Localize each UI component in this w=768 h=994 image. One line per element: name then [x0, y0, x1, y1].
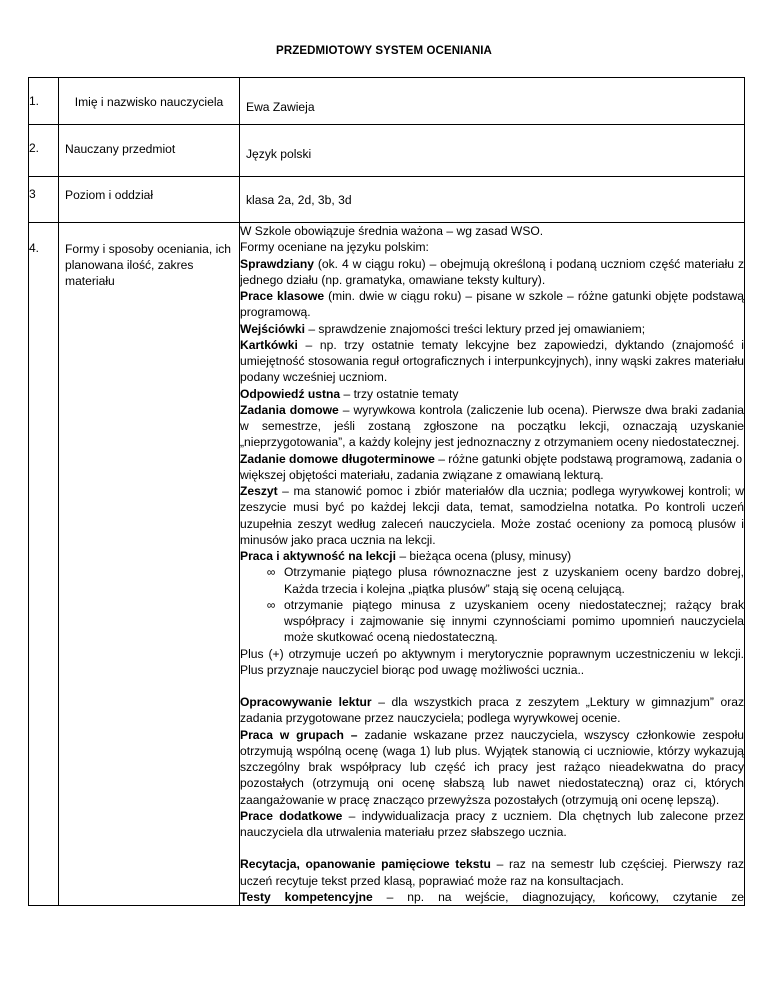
description: – trzy ostatnie tematy	[340, 386, 459, 401]
assessment-table	[28, 77, 745, 906]
paragraph	[240, 337, 744, 386]
row-number-cell	[29, 125, 59, 177]
term: Zeszyt	[240, 484, 278, 498]
term: Zadania domowe	[240, 402, 339, 417]
paragraph	[240, 694, 744, 727]
class-levels: klasa 2a, 2d, 3b, 3d	[246, 193, 352, 207]
paragraph	[240, 451, 744, 484]
row-value-cell	[240, 78, 745, 125]
row-label-cell	[59, 177, 240, 223]
paragraph	[240, 808, 744, 841]
row-value-cell	[240, 125, 745, 177]
paragraph	[240, 889, 744, 905]
bullet-list	[240, 564, 744, 645]
term: Sprawdziany	[240, 256, 314, 271]
row-number: 3	[29, 187, 36, 201]
term: Kartkówki	[240, 337, 298, 352]
table-row	[29, 125, 745, 177]
list-item-text: Otrzymanie piątego plusa równoznaczne jest z uzyskaniem oceny bardzo dobrej, Każda trzecia i kolejna „piątka plusów” stają się oceną celującą.	[284, 565, 744, 596]
row-number: 4.	[29, 241, 40, 255]
row-label: Nauczany przedmiot	[65, 142, 176, 156]
subject-name: Język polski	[246, 147, 312, 161]
term: Prace dodatkowe	[240, 808, 343, 823]
paragraph	[240, 402, 744, 451]
list-item	[264, 597, 744, 646]
row-label-cell	[59, 223, 240, 906]
paragraph	[240, 483, 744, 548]
description: – np. na wejście, diagnozujący, końcowy, czytanie ze	[372, 889, 744, 904]
description: – bieżąca ocena (plusy, minusy)	[395, 549, 572, 563]
term: Testy kompetencyjne	[240, 889, 373, 904]
term: Opracowywanie lektur	[240, 695, 372, 709]
paragraph	[240, 256, 744, 289]
paragraph: Plus (+) otrzymuje uczeń po aktywnym i merytorycznie poprawnym uczestniczeniu w lekcji. Plus przyznaje nauczyciel biorąc pod uwagę możliwości ucznia..	[240, 646, 744, 677]
teacher-name: Ewa Zawieja	[246, 100, 315, 114]
description: zadanie wskazane przez nauczyciela, wszyscy członkowie zespołu otrzymują wspólną ocenę (waga 1) lub plus. Wyjątek stanowią ci uczniowie, którzy wykazują szczególny brak współpracy lub część ich pracy jest rażąco nieadekwatna do pracy pozostałych (otrzymują oni ocenę słabszą lub nawet niedostateczną) oraz ci, których zaangażowanie w pracę znacząco przewyższa pozostałych (otrzymują oni ocenę lepszą).	[240, 727, 745, 807]
table-row	[29, 177, 745, 223]
row-value-cell	[240, 177, 745, 223]
description: – np. trzy ostatnie tematy lekcyjne bez zapowiedzi, dyktando (znajomość i umiejętność stosowania reguł ortograficznych i interpunkcyjnych), inny wąski zakres materiału podany wcześniej uczniom.	[240, 337, 744, 385]
infinity-bullet-icon: ∞	[266, 565, 276, 580]
paragraph	[240, 321, 744, 337]
row-number: 2.	[29, 141, 40, 155]
term: Prace klasowe	[240, 289, 325, 303]
paragraph	[240, 727, 744, 808]
table-row	[29, 78, 745, 125]
term: Wejściówki	[240, 321, 305, 336]
row-number-cell	[29, 78, 59, 125]
list-item-text: otrzymanie piątego minusa z uzyskaniem oceny niedostatecznej; rażący brak współpracy i zajmowanie się innymi czynnościami pomimo upomnień nauczyciela może skutkować oceną niedostateczną.	[284, 597, 744, 645]
document-title: PRZEDMIOTOWY SYSTEM OCENIANIA	[276, 45, 492, 57]
term: Zadanie domowe długoterminowe	[240, 451, 435, 466]
list-item	[264, 564, 744, 597]
description: – wyrywkowa kontrola (zaliczenie lub ocena). Pierwsze dwa braki zadania w semestrze, jeśli zostaną zgłoszone na początku lekcji, oznaczają uzyskanie „nieprzygotowania”, a każdy kolejny jest jednoznaczny z otrzymaniem oceny niedostatecznej.	[240, 402, 745, 450]
paragraph	[240, 386, 744, 402]
description: – ma stanowić pomoc i zbiór materiałów dla ucznia; podlega wyrywkowej kontroli; w zeszycie musi być po każdej lekcji data, temat, samodzielna notatka. Po kontroli uczeń uzupełnia zeszyt według zaleceń nauczyciela. Może zostać oceniony za pomocą plusów i minusów jako praca ucznia na lekcji.	[240, 484, 744, 547]
term: Praca w grupach –	[240, 727, 358, 742]
table-row	[29, 223, 745, 906]
infinity-bullet-icon: ∞	[266, 597, 276, 612]
row-number-cell	[29, 223, 59, 906]
term: Recytacja, opanowanie pamięciowe tekstu	[240, 857, 491, 872]
paragraph: W Szkole obowiązuje średnia ważona – wg zasad WSO.	[240, 224, 544, 238]
paragraph	[240, 856, 744, 889]
description: – dla wszystkich praca z zeszytem „Lektury w gimnazjum” oraz zadania przygotowane przez nauczyciela; podlega wyrywkowej ocenie.	[240, 695, 744, 726]
row-label-cell	[59, 125, 240, 177]
description: – różne gatunki objęte podstawą programową, zadania o większej objętości materiału, zadania związane z omawianą lekturą.	[240, 451, 743, 482]
row-number-cell	[29, 177, 59, 223]
row-label: Poziom i oddział	[65, 188, 154, 202]
description: (ok. 4 w ciągu roku) – obejmują określoną i podaną uczniom część materiału z jednego działu (np. gramatyka, omawiane teksty kultury).	[240, 256, 744, 287]
row-label-cell	[59, 78, 240, 125]
paragraph: Formy oceniane na języku polskim:	[240, 240, 429, 255]
row-label: Formy i sposoby oceniania, ich planowana ilość, zakres materiału	[65, 242, 232, 289]
term: Praca i aktywność na lekcji	[240, 549, 396, 563]
description: – sprawdzenie znajomości treści lektury przed jej omawianiem;	[304, 321, 646, 336]
description: – raz na semestr lub częściej. Pierwszy raz uczeń recytuje tekst przed klasą, poprawiać może raz na konsultacjach.	[240, 857, 744, 888]
paragraph	[240, 288, 744, 321]
paragraph	[240, 548, 744, 564]
row-label: Imię i nazwisko nauczyciela	[74, 95, 224, 109]
description: (min. dwie w ciągu roku) – pisane w szkole – różne gatunki objęte podstawą programową.	[240, 289, 744, 320]
description: – indywidualizacja pracy z uczniem. Dla chętnych lub zalecone przez nauczyciela dla utrwalenia materiału przez słabszego ucznia.	[240, 808, 744, 839]
term: Odpowiedź ustna	[240, 386, 341, 401]
row-number: 1.	[29, 94, 40, 108]
assessment-forms-cell	[240, 223, 745, 906]
